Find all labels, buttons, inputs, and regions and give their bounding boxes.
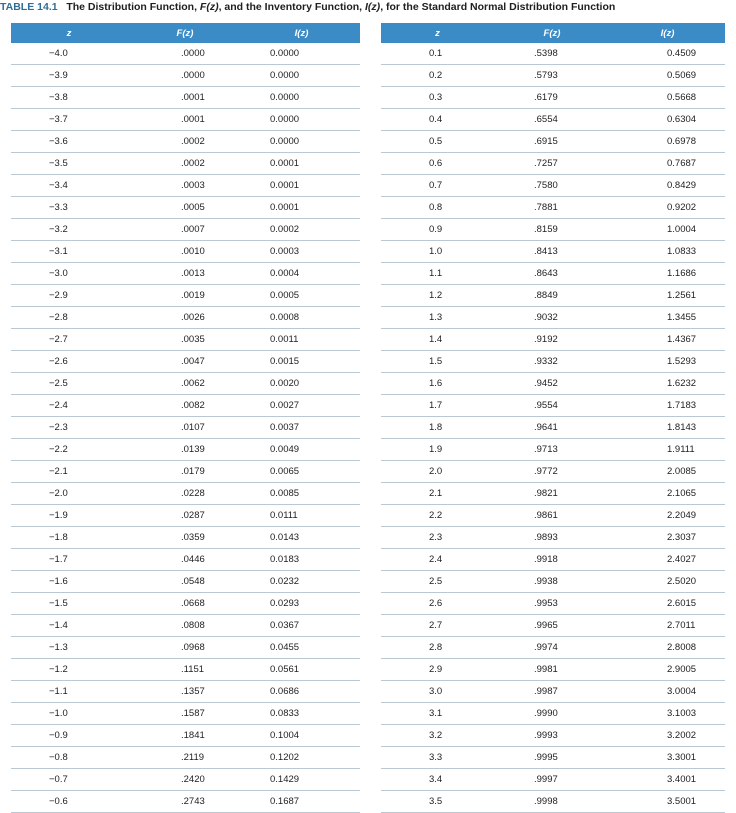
caption-text-1: The Distribution Function,	[66, 1, 200, 13]
table-row	[381, 725, 725, 747]
cell-iz: 0.0065	[243, 461, 360, 483]
table-row	[11, 505, 360, 527]
cell-z: −3.2	[11, 219, 127, 241]
cell-fz: .9893	[494, 527, 610, 549]
cell-iz: 0.0000	[243, 43, 360, 65]
cell-z: 2.7	[381, 615, 494, 637]
cell-z: 2.1	[381, 483, 494, 505]
cell-iz: 0.1429	[243, 769, 360, 791]
cell-fz: .0446	[127, 549, 243, 571]
table-row	[11, 703, 360, 725]
cell-fz: .2420	[127, 769, 243, 791]
cell-z: 3.3	[381, 747, 494, 769]
cell-fz: .0002	[127, 131, 243, 153]
cell-fz: .8643	[494, 263, 610, 285]
table-row	[381, 153, 725, 175]
cell-z: −1.5	[11, 593, 127, 615]
cell-iz: 0.8429	[610, 175, 725, 197]
cell-fz: .9918	[494, 549, 610, 571]
cell-fz: .9192	[494, 329, 610, 351]
table-row	[381, 505, 725, 527]
cell-fz: .0808	[127, 615, 243, 637]
cell-iz: 0.0008	[243, 307, 360, 329]
cell-iz: 1.6232	[610, 373, 725, 395]
cell-z: 2.5	[381, 571, 494, 593]
cell-iz: 2.1065	[610, 483, 725, 505]
table-row	[381, 461, 725, 483]
cell-fz: .0107	[127, 417, 243, 439]
cell-iz: 1.0833	[610, 241, 725, 263]
cell-fz: .9965	[494, 615, 610, 637]
table-row	[11, 307, 360, 329]
cell-z: 1.2	[381, 285, 494, 307]
cell-iz: 2.7011	[610, 615, 725, 637]
cell-z: 0.3	[381, 87, 494, 109]
table-row	[11, 791, 360, 813]
cell-iz: 1.9111	[610, 439, 725, 461]
cell-fz: .9032	[494, 307, 610, 329]
table-row	[11, 571, 360, 593]
cell-fz: .0082	[127, 395, 243, 417]
cell-iz: 0.0000	[243, 87, 360, 109]
caption-fz: F(z)	[199, 1, 219, 13]
left-header-row	[11, 23, 360, 43]
cell-iz: 0.0004	[243, 263, 360, 285]
cell-fz: .8413	[494, 241, 610, 263]
cell-iz: 0.0833	[243, 703, 360, 725]
cell-z: −1.2	[11, 659, 127, 681]
cell-iz: 2.8008	[610, 637, 725, 659]
table-row	[11, 593, 360, 615]
table-row	[11, 175, 360, 197]
cell-fz: .0359	[127, 527, 243, 549]
table-row	[381, 681, 725, 703]
table-row	[381, 571, 725, 593]
cell-iz: 0.0686	[243, 681, 360, 703]
table-row	[381, 131, 725, 153]
cell-z: 1.4	[381, 329, 494, 351]
cell-iz: 0.5668	[610, 87, 725, 109]
cell-fz: .5398	[494, 43, 610, 65]
header-z: z	[11, 23, 127, 43]
cell-iz: 1.7183	[610, 395, 725, 417]
table-row	[381, 263, 725, 285]
cell-z: 0.9	[381, 219, 494, 241]
cell-fz: .0000	[127, 43, 243, 65]
table-row	[11, 725, 360, 747]
cell-iz: 2.3037	[610, 527, 725, 549]
cell-iz: 0.0027	[243, 395, 360, 417]
cell-iz: 3.2002	[610, 725, 725, 747]
caption-text-2: , and the Inventory Function,	[218, 1, 366, 13]
cell-fz: .9452	[494, 373, 610, 395]
cell-z: −3.9	[11, 65, 127, 87]
cell-z: −1.4	[11, 615, 127, 637]
table-row	[381, 241, 725, 263]
cell-fz: .6554	[494, 109, 610, 131]
cell-z: 2.6	[381, 593, 494, 615]
cell-fz: .9821	[494, 483, 610, 505]
cell-fz: .9332	[494, 351, 610, 373]
cell-iz: 0.0143	[243, 527, 360, 549]
table-row	[381, 175, 725, 197]
right-table	[381, 23, 725, 813]
cell-iz: 1.0004	[610, 219, 725, 241]
cell-fz: .9990	[494, 703, 610, 725]
cell-z: −2.5	[11, 373, 127, 395]
header-iz: I(z)	[610, 23, 725, 43]
table-row	[381, 549, 725, 571]
table-row	[381, 483, 725, 505]
cell-fz: .7257	[494, 153, 610, 175]
cell-z: −2.7	[11, 329, 127, 351]
cell-z: 0.5	[381, 131, 494, 153]
cell-fz: .1357	[127, 681, 243, 703]
cell-z: −2.8	[11, 307, 127, 329]
cell-z: 0.6	[381, 153, 494, 175]
table-row	[11, 263, 360, 285]
cell-iz: 2.6015	[610, 593, 725, 615]
cell-fz: .2119	[127, 747, 243, 769]
table-row	[381, 219, 725, 241]
table-row	[11, 681, 360, 703]
table-row	[381, 43, 725, 65]
right-header-row	[381, 23, 725, 43]
table-row	[381, 329, 725, 351]
cell-fz: .8849	[494, 285, 610, 307]
cell-z: −0.6	[11, 791, 127, 813]
cell-iz: 2.4027	[610, 549, 725, 571]
cell-z: 0.1	[381, 43, 494, 65]
cell-iz: 1.2561	[610, 285, 725, 307]
table-row	[381, 439, 725, 461]
cell-fz: .9641	[494, 417, 610, 439]
table-row	[381, 285, 725, 307]
cell-fz: .6179	[494, 87, 610, 109]
cell-z: −3.4	[11, 175, 127, 197]
table-row	[11, 153, 360, 175]
header-iz: I(z)	[243, 23, 360, 43]
cell-fz: .0968	[127, 637, 243, 659]
cell-z: −1.6	[11, 571, 127, 593]
cell-fz: .9713	[494, 439, 610, 461]
table-row	[381, 791, 725, 813]
table-row	[11, 109, 360, 131]
cell-fz: .0010	[127, 241, 243, 263]
cell-fz: .0139	[127, 439, 243, 461]
cell-iz: 1.3455	[610, 307, 725, 329]
cell-iz: 3.0004	[610, 681, 725, 703]
cell-fz: .0548	[127, 571, 243, 593]
cell-fz: .9993	[494, 725, 610, 747]
cell-z: −3.3	[11, 197, 127, 219]
cell-z: 1.6	[381, 373, 494, 395]
cell-iz: 0.0049	[243, 439, 360, 461]
table-row	[381, 417, 725, 439]
table-row	[11, 131, 360, 153]
table-caption	[0, 0, 736, 14]
cell-z: 1.7	[381, 395, 494, 417]
cell-iz: 0.0003	[243, 241, 360, 263]
cell-fz: .8159	[494, 219, 610, 241]
cell-z: 2.4	[381, 549, 494, 571]
cell-z: −0.7	[11, 769, 127, 791]
cell-z: 2.8	[381, 637, 494, 659]
cell-z: 1.0	[381, 241, 494, 263]
table-row	[381, 615, 725, 637]
cell-iz: 0.0367	[243, 615, 360, 637]
cell-z: −1.9	[11, 505, 127, 527]
cell-iz: 0.0001	[243, 197, 360, 219]
table-row	[11, 65, 360, 87]
table-row	[381, 65, 725, 87]
cell-iz: 0.5069	[610, 65, 725, 87]
cell-iz: 1.5293	[610, 351, 725, 373]
cell-z: 0.2	[381, 65, 494, 87]
cell-fz: .0002	[127, 153, 243, 175]
cell-iz: 0.0002	[243, 219, 360, 241]
caption-iz: I(z)	[365, 1, 381, 13]
table-row	[11, 351, 360, 373]
cell-iz: 0.7687	[610, 153, 725, 175]
cell-iz: 2.0085	[610, 461, 725, 483]
cell-iz: 1.1686	[610, 263, 725, 285]
header-z: z	[381, 23, 494, 43]
cell-iz: 1.4367	[610, 329, 725, 351]
cell-z: 1.9	[381, 439, 494, 461]
cell-iz: 0.1202	[243, 747, 360, 769]
cell-iz: 0.9202	[610, 197, 725, 219]
table-row	[11, 43, 360, 65]
cell-fz: .0007	[127, 219, 243, 241]
left-table-body	[11, 43, 360, 813]
cell-iz: 2.2049	[610, 505, 725, 527]
cell-iz: 3.4001	[610, 769, 725, 791]
table-row	[11, 461, 360, 483]
cell-fz: .9987	[494, 681, 610, 703]
cell-z: −2.1	[11, 461, 127, 483]
cell-z: 1.8	[381, 417, 494, 439]
cell-z: 3.1	[381, 703, 494, 725]
cell-z: 1.1	[381, 263, 494, 285]
cell-fz: .6915	[494, 131, 610, 153]
cell-iz: 0.6304	[610, 109, 725, 131]
cell-fz: .0062	[127, 373, 243, 395]
cell-fz: .0026	[127, 307, 243, 329]
cell-iz: 0.0455	[243, 637, 360, 659]
cell-z: 2.0	[381, 461, 494, 483]
table-row	[381, 703, 725, 725]
cell-fz: .0287	[127, 505, 243, 527]
cell-z: −2.4	[11, 395, 127, 417]
cell-fz: .0035	[127, 329, 243, 351]
cell-fz: .0013	[127, 263, 243, 285]
cell-z: −4.0	[11, 43, 127, 65]
cell-z: −2.2	[11, 439, 127, 461]
cell-z: 2.3	[381, 527, 494, 549]
table-row	[11, 615, 360, 637]
table-row	[11, 417, 360, 439]
cell-z: −2.3	[11, 417, 127, 439]
cell-iz: 0.4509	[610, 43, 725, 65]
cell-fz: .5793	[494, 65, 610, 87]
cell-fz: .7580	[494, 175, 610, 197]
cell-iz: 0.0000	[243, 109, 360, 131]
cell-fz: .9981	[494, 659, 610, 681]
cell-iz: 0.0005	[243, 285, 360, 307]
cell-iz: 0.0183	[243, 549, 360, 571]
cell-iz: 0.0293	[243, 593, 360, 615]
cell-fz: .0001	[127, 87, 243, 109]
cell-iz: 0.6978	[610, 131, 725, 153]
cell-z: 1.5	[381, 351, 494, 373]
cell-z: −3.5	[11, 153, 127, 175]
cell-iz: 2.5020	[610, 571, 725, 593]
table-row	[11, 637, 360, 659]
cell-iz: 0.0232	[243, 571, 360, 593]
table-row	[381, 351, 725, 373]
cell-z: −3.1	[11, 241, 127, 263]
cell-z: 3.4	[381, 769, 494, 791]
table-row	[11, 285, 360, 307]
table-row	[381, 527, 725, 549]
cell-fz: .0047	[127, 351, 243, 373]
cell-fz: .0001	[127, 109, 243, 131]
cell-z: −0.9	[11, 725, 127, 747]
cell-fz: .0000	[127, 65, 243, 87]
cell-fz: .0003	[127, 175, 243, 197]
cell-z: 3.0	[381, 681, 494, 703]
cell-fz: .2743	[127, 791, 243, 813]
cell-iz: 0.0000	[243, 65, 360, 87]
cell-z: −1.3	[11, 637, 127, 659]
cell-iz: 0.0001	[243, 153, 360, 175]
table-row	[11, 373, 360, 395]
cell-iz: 0.0037	[243, 417, 360, 439]
cell-fz: .9953	[494, 593, 610, 615]
cell-iz: 3.5001	[610, 791, 725, 813]
cell-iz: 3.3001	[610, 747, 725, 769]
table-row	[11, 769, 360, 791]
cell-fz: .0668	[127, 593, 243, 615]
cell-iz: 0.0085	[243, 483, 360, 505]
table-row	[381, 637, 725, 659]
table-row	[11, 219, 360, 241]
cell-iz: 0.0015	[243, 351, 360, 373]
cell-fz: .1587	[127, 703, 243, 725]
cell-z: 2.9	[381, 659, 494, 681]
cell-z: −1.1	[11, 681, 127, 703]
left-table	[11, 23, 360, 813]
table-row	[381, 109, 725, 131]
cell-fz: .0228	[127, 483, 243, 505]
table-row	[11, 439, 360, 461]
cell-fz: .9998	[494, 791, 610, 813]
cell-fz: .9554	[494, 395, 610, 417]
table-row	[11, 329, 360, 351]
table-row	[11, 87, 360, 109]
cell-iz: 1.8143	[610, 417, 725, 439]
table-row	[11, 549, 360, 571]
table-row	[381, 395, 725, 417]
table-row	[11, 659, 360, 681]
cell-z: 2.2	[381, 505, 494, 527]
cell-fz: .9974	[494, 637, 610, 659]
cell-iz: 0.0000	[243, 131, 360, 153]
cell-z: 3.5	[381, 791, 494, 813]
cell-fz: .9938	[494, 571, 610, 593]
table-row	[11, 395, 360, 417]
cell-fz: .0179	[127, 461, 243, 483]
cell-z: −1.7	[11, 549, 127, 571]
cell-z: −3.6	[11, 131, 127, 153]
table-row	[11, 527, 360, 549]
table-row	[381, 373, 725, 395]
cell-iz: 0.0011	[243, 329, 360, 351]
table-number: TABLE 14.1	[0, 1, 58, 13]
cell-z: −3.7	[11, 109, 127, 131]
table-row	[11, 483, 360, 505]
cell-z: −2.0	[11, 483, 127, 505]
cell-z: −1.8	[11, 527, 127, 549]
cell-z: −1.0	[11, 703, 127, 725]
cell-fz: .7881	[494, 197, 610, 219]
cell-fz: .9772	[494, 461, 610, 483]
cell-iz: 0.1004	[243, 725, 360, 747]
table-row	[381, 87, 725, 109]
cell-fz: .0019	[127, 285, 243, 307]
table-row	[11, 747, 360, 769]
cell-fz: .9861	[494, 505, 610, 527]
cell-z: −3.8	[11, 87, 127, 109]
cell-z: 3.2	[381, 725, 494, 747]
cell-fz: .1841	[127, 725, 243, 747]
table-row	[381, 593, 725, 615]
cell-fz: .9995	[494, 747, 610, 769]
cell-z: 0.7	[381, 175, 494, 197]
cell-iz: 3.1003	[610, 703, 725, 725]
cell-fz: .9997	[494, 769, 610, 791]
cell-z: −2.6	[11, 351, 127, 373]
table-row	[11, 197, 360, 219]
cell-z: −2.9	[11, 285, 127, 307]
cell-z: 0.4	[381, 109, 494, 131]
cell-iz: 0.1687	[243, 791, 360, 813]
cell-z: −3.0	[11, 263, 127, 285]
table-row	[381, 769, 725, 791]
header-fz: F(z)	[494, 23, 610, 43]
cell-fz: .1151	[127, 659, 243, 681]
cell-iz: 0.0111	[243, 505, 360, 527]
cell-fz: .0005	[127, 197, 243, 219]
table-row	[381, 197, 725, 219]
header-fz: F(z)	[127, 23, 243, 43]
table-row	[11, 241, 360, 263]
cell-iz: 0.0020	[243, 373, 360, 395]
table-row	[381, 747, 725, 769]
table-row	[381, 659, 725, 681]
table-row	[381, 307, 725, 329]
cell-iz: 2.9005	[610, 659, 725, 681]
cell-iz: 0.0561	[243, 659, 360, 681]
cell-z: −0.8	[11, 747, 127, 769]
cell-iz: 0.0001	[243, 175, 360, 197]
right-table-body	[381, 43, 725, 813]
caption-text-3: , for the Standard Normal Distribution Function	[380, 1, 616, 13]
cell-z: 0.8	[381, 197, 494, 219]
cell-z: 1.3	[381, 307, 494, 329]
